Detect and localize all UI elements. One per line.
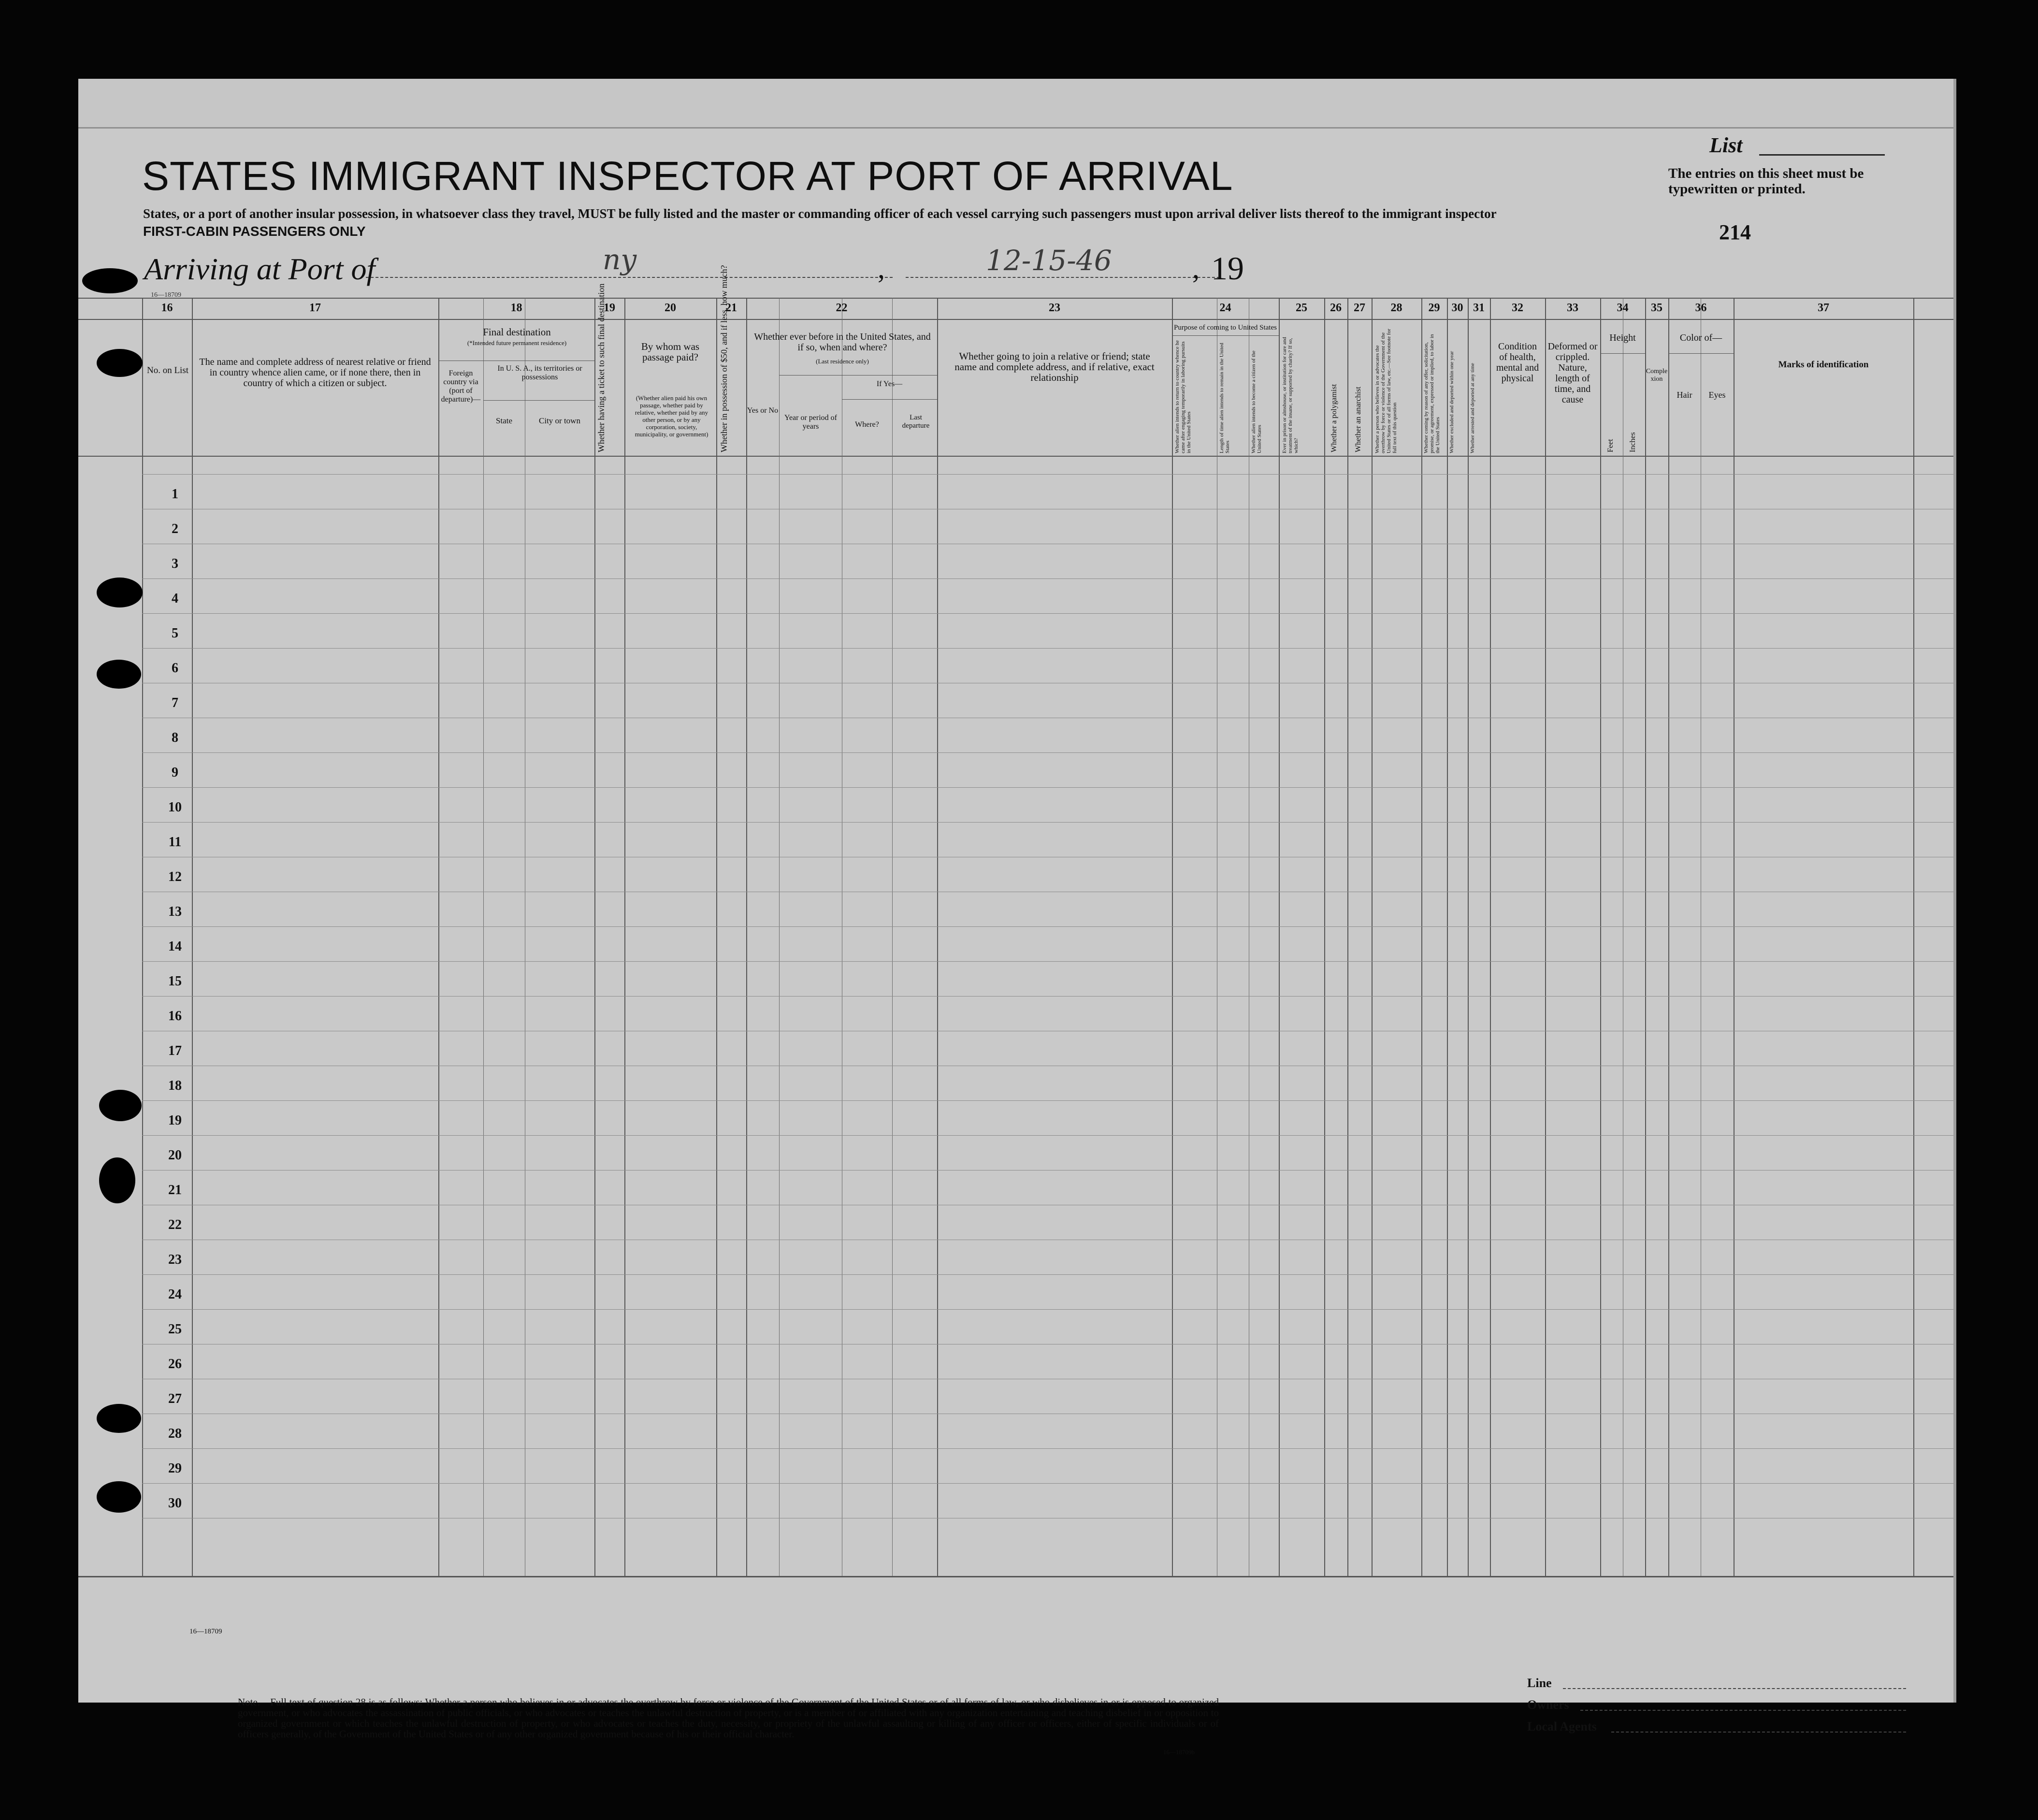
- row-line: [142, 1483, 1953, 1484]
- hdr-final-destination-note: (*Intended future permanent residence): [467, 339, 567, 347]
- row-number: 6: [172, 661, 178, 676]
- punch-hole: [97, 1481, 141, 1513]
- hdr-passage-paid: By whom was passage paid?: [641, 341, 700, 363]
- hdr-purpose-return: Whether alien intends to return to country whence he came after engaging temporarily in laboring pursuits in the United States: [1174, 340, 1192, 453]
- col-number: 37: [1818, 302, 1829, 314]
- row-number: 20: [168, 1148, 182, 1163]
- hdr-in-usa: In U. S. A., its territories or possessions: [497, 364, 582, 381]
- port-handwritten: ny: [603, 243, 637, 276]
- row-line: [142, 787, 1953, 788]
- sub-rule: [842, 399, 937, 400]
- line-label: Line: [1527, 1676, 1552, 1690]
- col-number: 26: [1330, 302, 1342, 314]
- hdr-color-of: Color of—: [1679, 332, 1722, 343]
- hdr-labor-offer: Whether coming by reason of any offer, solicitation, promise, or agreement, expressed or implied, to labor in the United States: [1423, 334, 1441, 453]
- date-field[interactable]: [906, 277, 1220, 278]
- col-line: [746, 298, 747, 1576]
- hdr-purpose: Purpose of coming to United States: [1174, 324, 1277, 332]
- hdr-years: Year or period of years: [784, 414, 837, 431]
- row-number: 1: [172, 487, 178, 502]
- hdr-hair: Hair: [1677, 390, 1692, 400]
- separator-comma: ,: [878, 252, 885, 284]
- col-number: 33: [1567, 302, 1578, 314]
- col-line: [1447, 298, 1448, 1576]
- list-label: List: [1709, 133, 1743, 157]
- col-line: [624, 298, 625, 1576]
- col-number: 21: [725, 302, 737, 314]
- col-number: 20: [665, 302, 676, 314]
- hdr-complexion: Complexion: [1646, 368, 1668, 383]
- row-line: [142, 1100, 1953, 1101]
- hdr-inches: Inches: [1629, 432, 1637, 452]
- punch-hole: [97, 1404, 141, 1433]
- row-number: 14: [168, 939, 182, 954]
- col-number: 31: [1473, 302, 1485, 314]
- footer-rule: [78, 1576, 1953, 1577]
- owners-field[interactable]: [1580, 1710, 1906, 1711]
- row-line: [142, 1309, 1953, 1310]
- row-line: [142, 1135, 1953, 1136]
- row-number: 12: [168, 869, 182, 884]
- entries-note: The entries on this sheet must be typewritten or printed.: [1668, 166, 1864, 197]
- col-line: [892, 298, 893, 1576]
- date-handwritten: 12-15-46: [986, 244, 1112, 277]
- footnote-form-number: 16—18709b: [1163, 1748, 1195, 1756]
- hdr-ticket: Whether having a ticket to such final destination: [596, 283, 606, 452]
- hdr-city-town: City or town: [539, 416, 580, 425]
- hdr-polygamist: Whether a polygamist: [1330, 384, 1338, 452]
- col-number: 28: [1390, 302, 1402, 314]
- row-number: 13: [168, 904, 182, 919]
- hdr-height: Height: [1609, 332, 1636, 343]
- col-line: [937, 298, 938, 1576]
- hdr-ever-before: Whether ever before in the United States, and if so, when and where?: [754, 332, 931, 353]
- separator-comma-2: ,: [1192, 252, 1200, 284]
- row-number: 17: [168, 1043, 182, 1058]
- hdr-marks: Marks of identification: [1778, 360, 1869, 370]
- hdr-health: Condition of health, mental and physical: [1496, 341, 1539, 384]
- hdr-deformed: Deformed or crippled. Nature, length of time, and cause: [1547, 341, 1598, 405]
- col-line: [1324, 298, 1325, 1576]
- col-number: 23: [1049, 302, 1060, 314]
- port-field[interactable]: [366, 277, 893, 278]
- col-line: [1545, 298, 1546, 1576]
- punch-hole: [97, 578, 143, 607]
- punch-hole: [97, 349, 143, 377]
- row-number: 29: [168, 1461, 182, 1476]
- col-number: 35: [1651, 302, 1662, 314]
- row-number: 9: [172, 765, 178, 780]
- col-line: [1172, 298, 1173, 1576]
- page-title: STATES IMMIGRANT INSPECTOR AT PORT OF ARRIVAL: [142, 153, 1233, 199]
- row-number: 4: [172, 591, 178, 606]
- form-number-bottom: 16—18709: [189, 1628, 222, 1635]
- row-number: 3: [172, 556, 178, 571]
- hdr-relative-address: The name and complete address of nearest relative or friend in country whence alien came, or if none there, then in country of which a citizen or subject.: [199, 357, 431, 389]
- punch-hole: [99, 1090, 142, 1121]
- row-number: 2: [172, 521, 178, 536]
- list-number-field[interactable]: [1759, 154, 1885, 156]
- col-line: [1913, 298, 1914, 1576]
- row-line: [142, 474, 1953, 475]
- col-line: [1372, 298, 1373, 1576]
- row-number: 19: [168, 1113, 182, 1128]
- col-line: [1490, 298, 1491, 1576]
- hdr-last-residence: (Last residence only): [816, 358, 869, 365]
- col-line: [779, 298, 780, 1576]
- hdr-excluded: Whether excluded and deported within one year: [1449, 351, 1455, 453]
- col-line: [1668, 298, 1669, 1576]
- hdr-no-on-list: No. on List: [146, 365, 189, 376]
- col-line: [142, 298, 143, 1576]
- local-agents-field[interactable]: [1611, 1732, 1906, 1733]
- col-number: 24: [1219, 302, 1231, 314]
- row-line: [142, 961, 1953, 962]
- row-line: [142, 926, 1953, 927]
- sub-rule: [1172, 335, 1279, 336]
- hdr-last-departure: Last departure: [902, 414, 930, 430]
- row-line: [142, 822, 1953, 823]
- row-number: 11: [168, 835, 182, 850]
- col-number: 19: [604, 302, 615, 314]
- col-line: [1421, 298, 1422, 1576]
- col-number: 36: [1695, 302, 1707, 314]
- row-number: 15: [168, 974, 182, 989]
- col-number: 34: [1617, 302, 1629, 314]
- manifest-sheet: [78, 79, 1956, 1756]
- col-number: 25: [1296, 302, 1307, 314]
- sheet-number: 214: [1719, 220, 1751, 244]
- col-number: 29: [1428, 302, 1440, 314]
- sub-rule: [779, 375, 937, 376]
- hdr-anarchist: Whether an anarchist: [1354, 387, 1362, 452]
- col-line: [1279, 298, 1280, 1576]
- row-line: [142, 1274, 1953, 1275]
- hdr-join-relative: Whether going to join a relative or friend; state name and complete address, and if relative, exact relationship: [954, 350, 1155, 383]
- col-number: 18: [510, 302, 522, 314]
- cabin-class-label: FIRST-CABIN PASSENGERS ONLY: [143, 224, 366, 239]
- hdr-purpose-length: Length of time alien intends to remain in the United States: [1219, 343, 1230, 453]
- footnote-q28: Note.—Full text of question 28 is as follows: Whether a person who believes in or advocates the overthrow by force or violence of the Government of the United States or of all forms of law, or who disbelieves in or is opposed to organized government, or who advocates the assassination of public officials, or who advocates or teaches the unlawful destruction of property, or is a member of or affiliated with any organization entertaining and teaching disbelief in or opposition to organized government or which teaches the unlawful destruction of property, or who advocates or teaches the duty, necessity, or propriety of the unlawful assaulting or killing of any officer or officers, either of specific individuals or of officers generally, of the Government of the United States or of any other organized government because of his or their official character.: [238, 1696, 1219, 1740]
- row-line: [142, 752, 1953, 753]
- col-line: [1347, 298, 1348, 1576]
- col-line: [716, 298, 717, 1576]
- instructions-text: States, or a port of another insular possession, in whatsoever class they travel, MUST be fully listed and the master or commanding officer of each vessel carrying such passengers must upon arrival deliver lists thereof to the immigrant inspector: [143, 206, 1497, 221]
- row-number: 16: [168, 1009, 182, 1024]
- row-line: [142, 996, 1953, 997]
- hdr-arrested: Whether arrested and deported at any time: [1470, 363, 1475, 453]
- sub-rule: [1600, 353, 1645, 354]
- grid-number-line: [78, 319, 1953, 320]
- row-number: 5: [172, 626, 178, 641]
- row-number: 7: [172, 695, 178, 710]
- col-number: 16: [161, 302, 173, 314]
- sub-rule: [483, 400, 594, 401]
- owners-label: Owners: [1527, 1698, 1569, 1712]
- grid-header-line: [78, 456, 1953, 457]
- col-number: 17: [309, 302, 321, 314]
- col-line: [1468, 298, 1469, 1576]
- row-number: 30: [168, 1496, 182, 1511]
- row-number: 23: [168, 1252, 182, 1267]
- punch-hole: [82, 268, 138, 293]
- hdr-eyes: Eyes: [1708, 390, 1726, 400]
- row-line: [142, 1448, 1953, 1449]
- row-line: [142, 648, 1953, 649]
- hdr-prison: Ever in prison or almshouse, or institution for care and treatment of the insane, or supported by charity? If so, which?: [1282, 337, 1299, 453]
- col-number: 32: [1512, 302, 1523, 314]
- hdr-feet: Feet: [1606, 439, 1615, 452]
- year-prefix: 19: [1211, 250, 1244, 287]
- grid-top-line: [78, 298, 1953, 299]
- col-line: [1600, 298, 1601, 1576]
- row-line: [142, 613, 1953, 614]
- sub-rule: [1668, 353, 1734, 354]
- hdr-if-yes: If Yes—: [876, 380, 903, 388]
- hdr-purpose-citizen: Whether alien intends to become a citizen of the United States: [1251, 350, 1262, 453]
- row-number: 18: [168, 1078, 182, 1093]
- hdr-where: Where?: [855, 420, 879, 429]
- row-line: [142, 578, 1953, 579]
- col-line: [483, 298, 484, 1576]
- hdr-overthrow: Whether a person who believes in or advocates the overthrow by force or violence of the Government of the United States or of all forms of law, etc.—See footnote for full text of this question: [1374, 329, 1398, 453]
- form-number-top: 16—18709: [151, 291, 181, 299]
- row-number: 8: [172, 730, 178, 745]
- hdr-possession-50: Whether in possession of $50, and if less, how much?: [719, 265, 729, 452]
- col-line: [1645, 298, 1646, 1576]
- row-number: 28: [168, 1426, 182, 1441]
- hdr-final-destination: Final destination: [483, 326, 551, 338]
- col-number: 22: [836, 302, 848, 314]
- row-number: 24: [168, 1287, 182, 1302]
- row-number: 21: [168, 1183, 182, 1198]
- col-line: [594, 298, 595, 1576]
- top-fold: [78, 79, 1953, 129]
- col-number: 30: [1451, 302, 1463, 314]
- row-number: 22: [168, 1217, 182, 1232]
- punch-hole: [99, 1157, 135, 1203]
- col-number: 27: [1354, 302, 1365, 314]
- row-number: 10: [168, 800, 182, 815]
- hdr-state: State: [496, 416, 512, 425]
- row-number: 26: [168, 1357, 182, 1372]
- row-number: 27: [168, 1391, 182, 1406]
- punch-hole: [97, 660, 141, 689]
- col-line: [438, 298, 439, 1576]
- local-agents-label: Local Agents: [1527, 1719, 1597, 1733]
- line-field[interactable]: [1563, 1688, 1906, 1689]
- row-number: 25: [168, 1322, 182, 1337]
- arriving-label: Arriving at Port of: [144, 252, 376, 286]
- hdr-yes-no: Yes or No: [747, 406, 779, 415]
- hdr-passage-note: (Whether alien paid his own passage, whether paid by relative, whether paid by any other person, or by any corporation, society, municipality, or government): [635, 394, 708, 438]
- hdr-foreign-country: Foreign country via (port of departure)—: [441, 369, 481, 404]
